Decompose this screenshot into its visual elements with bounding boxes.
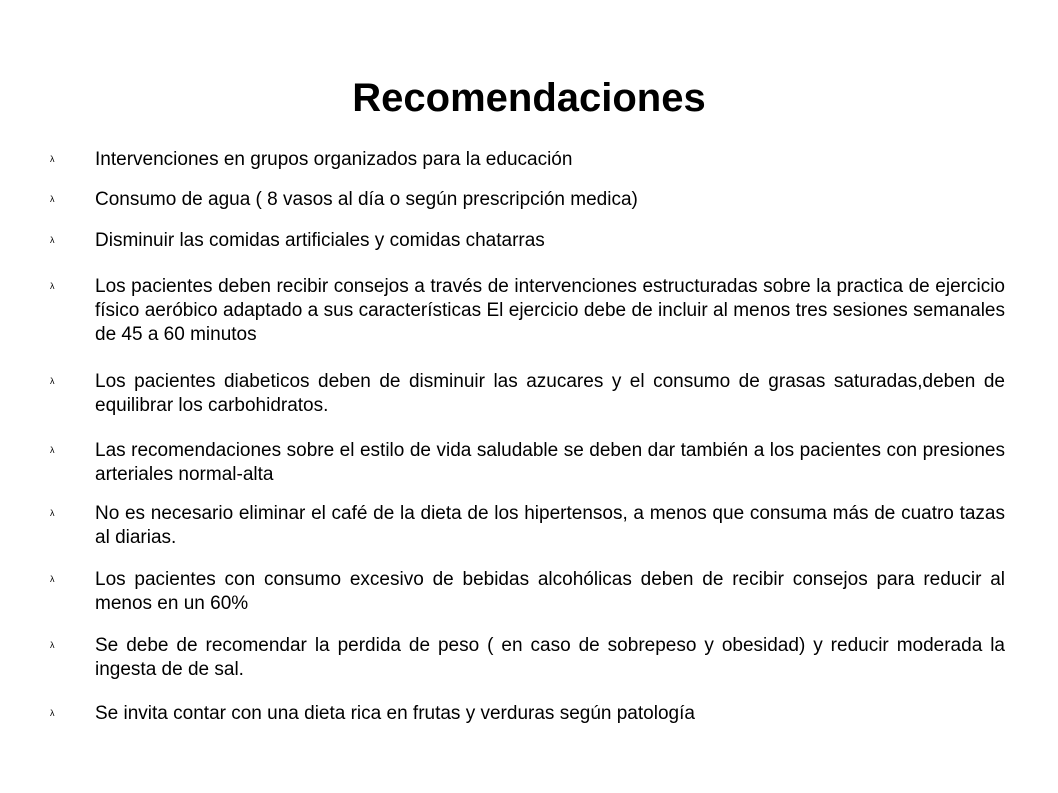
bullet-marker-icon: λ [50,281,55,291]
bullet-text: Los pacientes diabeticos deben de disminuir las azucares y el consumo de grasas saturadas,deben de equilibrar los carbohidratos. [95,371,1005,416]
bullet-marker-icon: λ [50,574,55,584]
bullet-text: Se debe de recomendar la perdida de peso ( en caso de sobrepeso y obesidad) y reducir moderada la ingesta de de sal. [95,635,1005,680]
bullet-text: Los pacientes con consumo excesivo de bebidas alcohólicas deben de recibir consejos para reducir al menos en un 60% [95,569,1005,614]
bullet-text: Las recomendaciones sobre el estilo de vida saludable se deben dar también a los pacientes con presiones arteriales normal-alta [95,440,1005,485]
bullet-text: Intervenciones en grupos organizados para la educación [95,149,573,170]
bullet-text: Se invita contar con una dieta rica en frutas y verduras según patología [95,703,695,724]
bullet-marker-icon: λ [50,194,55,204]
bullet-marker-icon: λ [50,376,55,386]
bullet-marker-icon: λ [50,708,55,718]
bullet-marker-icon: λ [50,445,55,455]
bullet-text: Los pacientes deben recibir consejos a través de intervenciones estructuradas sobre la practica de ejercicio físico aeróbico adaptado a sus características El ejercicio debe de incluir al menos tres sesiones semanales de 45 a 60 minutos [95,276,1005,345]
slide-title: Recomendaciones [352,76,706,120]
bullet-text: No es necesario eliminar el café de la dieta de los hipertensos, a menos que consuma más de cuatro tazas al diarias. [95,503,1005,548]
bullet-marker-icon: λ [50,235,55,245]
bullet-marker-icon: λ [50,154,55,164]
bullet-text: Disminuir las comidas artificiales y comidas chatarras [95,230,545,251]
bullet-text: Consumo de agua ( 8 vasos al día o según prescripción medica) [95,189,638,210]
bullet-marker-icon: λ [50,640,55,650]
bullet-marker-icon: λ [50,508,55,518]
